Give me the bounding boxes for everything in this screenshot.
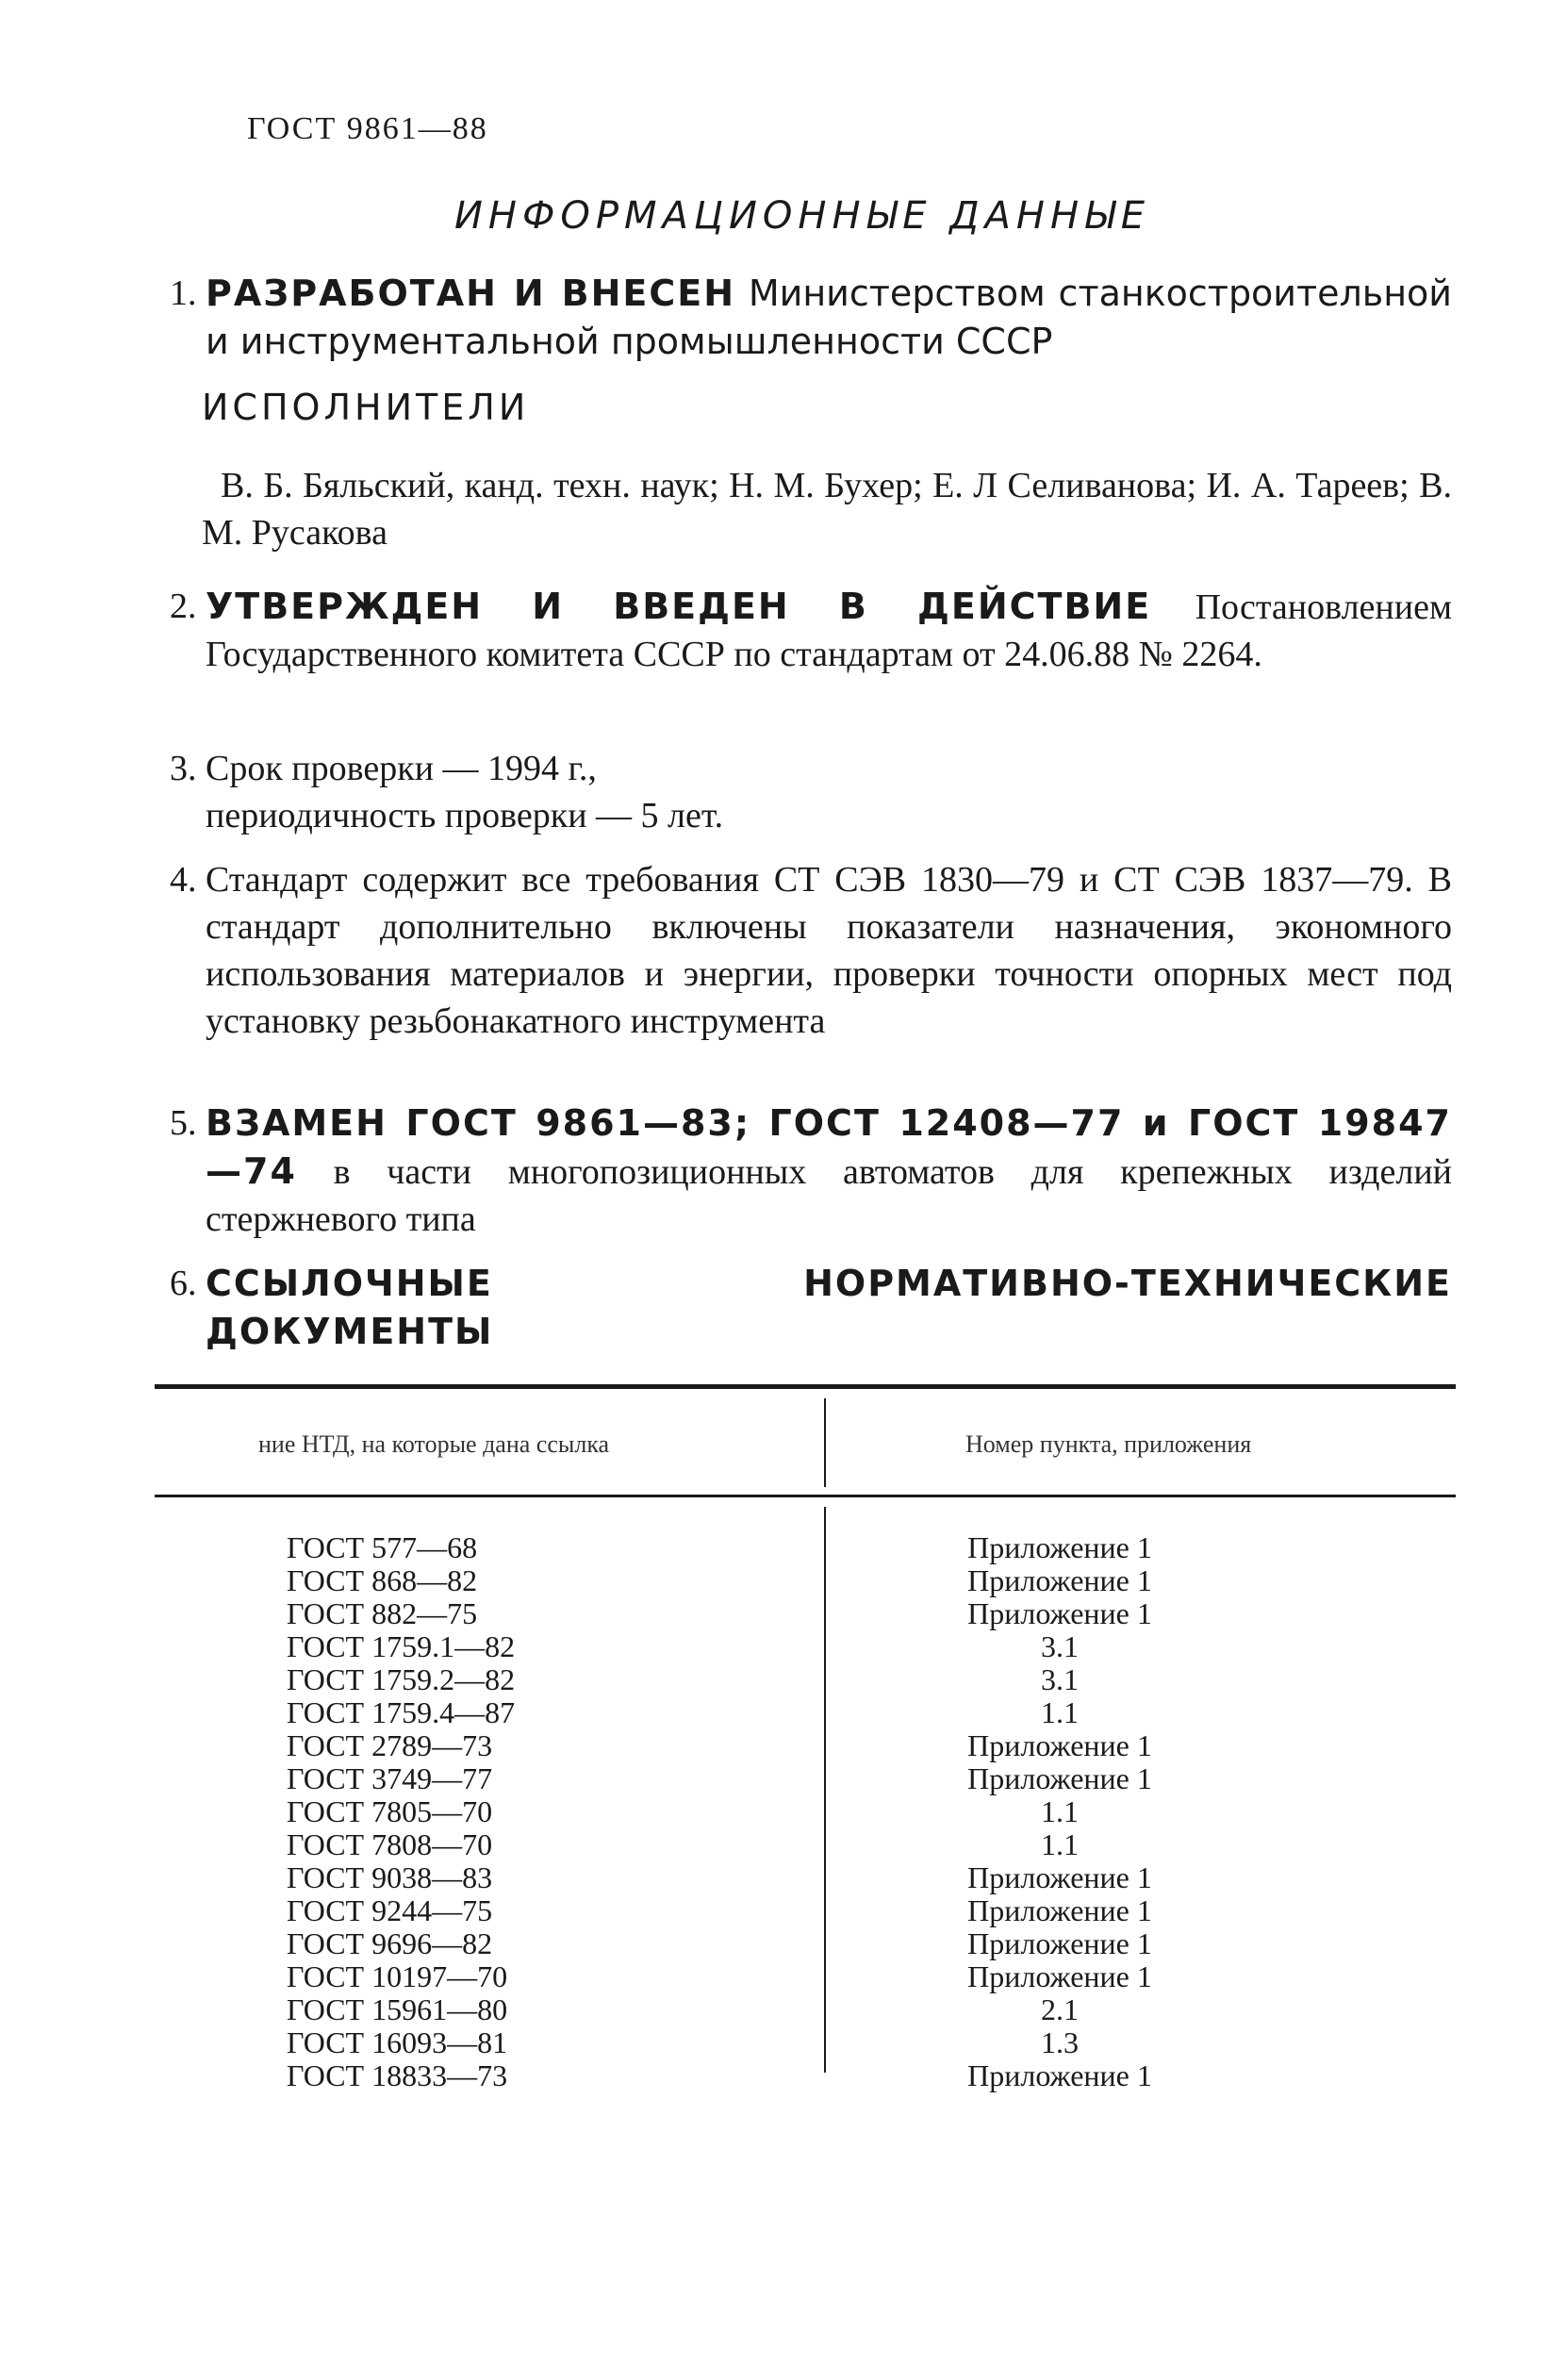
cell-reference: 2.1 [1041, 1992, 1079, 2026]
table-row [155, 1795, 1456, 1828]
cell-document: ГОСТ 1759.4—87 [287, 1695, 516, 1729]
table-row [155, 1927, 1456, 1960]
cell-reference: 3.1 [1041, 1662, 1079, 1696]
page-title: ИНФОРМАЦИОННЫЕ ДАННЫЕ [454, 194, 1151, 238]
item-text: Стандарт содержит все требования СТ СЭВ 1830—79 и СТ СЭВ 1837—79. В стандарт дополнительно включены показатели назначения, экономного использования материалов и энергии, проверки точности опорных мест под установку резьбонакатного инструмента [206, 860, 1452, 1041]
item-line-1: Срок проверки — 1994 г., [206, 749, 597, 788]
cell-document: ГОСТ 7805—70 [287, 1794, 493, 1828]
item-number: 1. [170, 273, 197, 313]
cell-reference: 1.1 [1041, 1695, 1079, 1729]
item-caps: УТВЕРЖДЕН И ВВЕДЕН В ДЕЙСТВИЕ [206, 586, 1152, 627]
reference-table [155, 1384, 1456, 2092]
item-text: Министерством станкостроительной и инструментальной промышленности СССР [206, 273, 1452, 362]
table-header [155, 1389, 1456, 1495]
table-row [155, 1531, 1456, 1564]
cell-document: ГОСТ 1759.1—82 [287, 1629, 516, 1663]
cell-document: ГОСТ 1759.2—82 [287, 1662, 516, 1696]
column-header-document: ние НТД, на которые дана ссылка [258, 1430, 610, 1458]
info-item-6 [170, 1260, 1452, 1356]
table-row [155, 1960, 1456, 1993]
cell-document: ГОСТ 18833—73 [287, 2058, 508, 2092]
item-number: 3. [170, 749, 197, 788]
cell-reference: 1.1 [1041, 1794, 1079, 1828]
table-row [155, 1828, 1456, 1861]
info-item-4 [170, 856, 1452, 1045]
cell-document: ГОСТ 9038—83 [287, 1860, 493, 1894]
cell-reference: Приложение 1 [967, 1893, 1152, 1927]
cell-reference: Приложение 1 [967, 2058, 1152, 2092]
table-row [155, 1630, 1456, 1663]
info-item-3 [170, 745, 1452, 839]
executors-heading: ИСПОЛНИТЕЛИ [202, 387, 530, 428]
cell-reference: 1.3 [1041, 2025, 1079, 2059]
cell-reference: 3.1 [1041, 1629, 1079, 1663]
cell-reference: 1.1 [1041, 1827, 1079, 1861]
cell-document: ГОСТ 577—68 [287, 1530, 478, 1564]
document-code: ГОСТ 9861—88 [247, 111, 488, 146]
cell-document: ГОСТ 3749—77 [287, 1761, 493, 1795]
info-item-1 [170, 270, 1452, 366]
cell-document: ГОСТ 2789—73 [287, 1728, 493, 1762]
item-number: 5. [170, 1103, 197, 1143]
cell-document: ГОСТ 9244—75 [287, 1893, 493, 1927]
table-row [155, 1894, 1456, 1927]
table-row [155, 2026, 1456, 2059]
cell-reference: Приложение 1 [967, 1959, 1152, 1993]
column-header-reference: Номер пункта, приложения [965, 1430, 1252, 1458]
item-caps: ВЗАМЕН ГОСТ 9861—83; ГОСТ 12408—77 и ГОСТ 19847—74 [206, 1102, 1452, 1192]
item-caps: РАЗРАБОТАН И ВНЕСЕН [206, 273, 736, 314]
table-row [155, 1696, 1456, 1729]
item-number: 4. [170, 860, 197, 900]
cell-reference: Приложение 1 [967, 1728, 1152, 1762]
cell-reference: Приложение 1 [967, 1596, 1152, 1630]
table-body [155, 1497, 1456, 2092]
table-row [155, 1762, 1456, 1795]
info-item-2 [170, 583, 1452, 678]
cell-reference: Приложение 1 [967, 1530, 1152, 1564]
info-item-5 [170, 1099, 1452, 1243]
cell-reference: Приложение 1 [967, 1926, 1152, 1960]
table-row [155, 1597, 1456, 1630]
item-number: 2. [170, 587, 197, 626]
cell-document: ГОСТ 7808—70 [287, 1827, 493, 1861]
cell-document: ГОСТ 868—82 [287, 1563, 478, 1597]
cell-document: ГОСТ 16093—81 [287, 2025, 508, 2059]
table-row [155, 1861, 1456, 1894]
cell-document: ГОСТ 10197—70 [287, 1959, 508, 1993]
item-caps: ССЫЛОЧНЫЕ НОРМАТИВНО-ТЕХНИЧЕСКИЕ ДОКУМЕНТЫ [206, 1263, 1452, 1352]
cell-reference: Приложение 1 [967, 1563, 1152, 1597]
cell-document: ГОСТ 15961—80 [287, 1992, 508, 2026]
cell-reference: Приложение 1 [967, 1860, 1152, 1894]
table-row [155, 1729, 1456, 1762]
cell-document: ГОСТ 882—75 [287, 1596, 478, 1630]
table-row [155, 1564, 1456, 1597]
cell-document: ГОСТ 9696—82 [287, 1926, 493, 1960]
cell-reference: Приложение 1 [967, 1761, 1152, 1795]
item-text: в части многопозиционных автоматов для крепежных изделий стержневого типа [206, 1152, 1452, 1239]
item-number: 6. [170, 1264, 197, 1303]
column-divider [824, 1398, 826, 1487]
table-row [155, 1663, 1456, 1696]
item-text: Постановлением Государственного комитета СССР по стандартам от 24.06.88 № 2264. [206, 587, 1452, 674]
executors-list: В. Б. Бяльский, канд. техн. наук; Н. М. Бухер; Е. Л Селиванова; И. А. Тареев; В. М. Русакова [202, 466, 1452, 553]
table-row [155, 1993, 1456, 2026]
table-row [155, 2059, 1456, 2092]
item-line-2: периодичность проверки — 5 лет. [206, 796, 724, 835]
